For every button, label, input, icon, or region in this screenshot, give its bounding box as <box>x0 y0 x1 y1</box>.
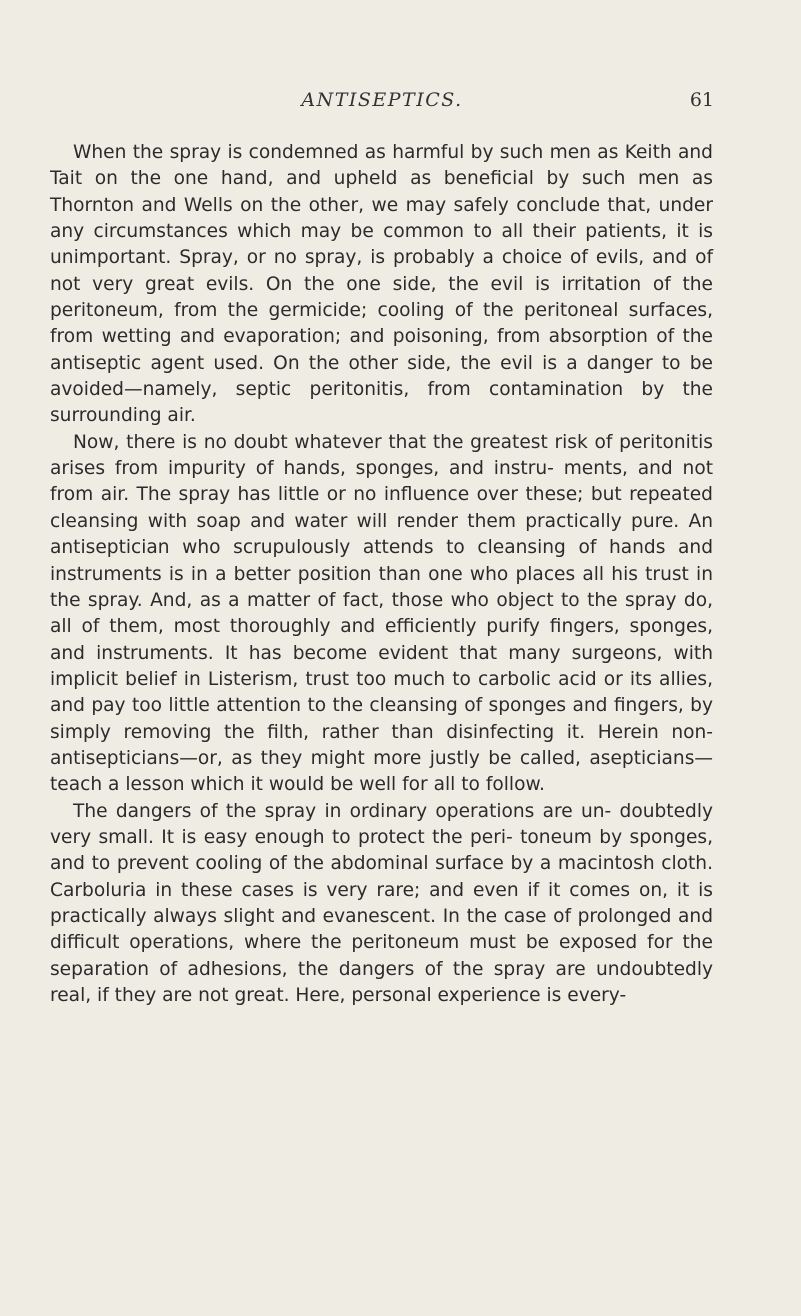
paragraph-spray-condemned: When the spray is condemned as harmful by such men as Keith and Tait on the one hand, and upheld as beneficial by such men as Thornton and Wells on the other, we may safely conclude that, under any circumstances which may be common to all their patients, it is unimportant. Spray, or no spray, is probably a choice of evils, and of not very great evils. On the one side, the evil is irritation of the peritoneum, from the germicide; cooling of the peritoneal surfaces, from wetting and evaporation; and poisoning, from absorption of the antiseptic agent used. On the other side, the evil is a danger to be avoided—namely, septic peritonitis, from contamination by the surrounding air. <box>50 142 713 427</box>
running-title: ANTISEPTICS. <box>301 89 463 111</box>
running-head <box>50 89 714 119</box>
paragraph-peritonitis-risk: Now, there is no doubt whatever that the greatest risk of peritonitis arises from impurity of hands, sponges, and instru- ments, and not from air. The spray has little or no influence over these; but repeated cleansing with soap and water will render them practically pure. An antiseptician who scrupulously attends to cleansing of hands and instruments is in a better position than one who places all his trust in the spray. And, as a matter of fact, those who object to the spray do, all of them, most thoroughly and efficiently purify fingers, sponges, and instruments. It has become evident that many surgeons, with implicit belief in Listerism, trust too much to carbolic acid or its allies, and pay too little attention to the cleansing of sponges and fingers, by simply removing the filth, rather than disinfecting it. Herein non-antisepticians—or, as they might more justly be called, asepticians—teach a lesson which it would be well for all to follow. <box>50 431 713 796</box>
page-number: 61 <box>689 89 714 111</box>
body-text <box>50 140 713 1009</box>
paragraph-spray-dangers: The dangers of the spray in ordinary operations are un- doubtedly very small. It is easy enough to protect the peri- toneum by sponges, and to prevent cooling of the abdominal surface by a macintosh cloth. Carboluria in these cases is very rare; and even if it comes on, it is practically always slight and evanescent. In the case of prolonged and difficult operations, where the peritoneum must be exposed for the separation of adhesions, the dangers of the spray are undoubtedly real, if they are not great. Here, personal experience is every- <box>50 800 713 1006</box>
